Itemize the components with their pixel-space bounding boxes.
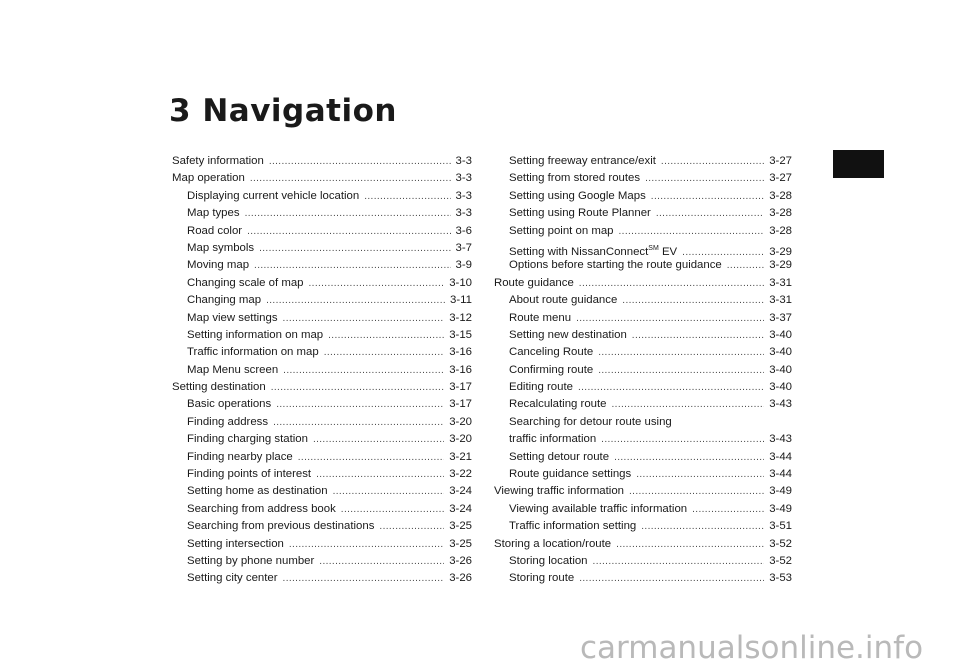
watermark: carmanualsonline.info [580, 630, 924, 666]
toc-page-number: 3-6 [455, 224, 472, 237]
toc-entry-label: Viewing available traffic information [509, 502, 688, 515]
toc-dot-leader [316, 466, 444, 483]
toc-entry-label: traffic information [509, 433, 597, 446]
toc-page-number: 3-53 [769, 572, 792, 585]
toc-entry-label: Moving map [187, 259, 250, 272]
toc-dot-leader [576, 310, 764, 327]
toc-entry[interactable] [172, 570, 472, 587]
toc-page-number: 3-3 [455, 155, 472, 167]
toc-dot-leader [651, 188, 764, 205]
toc-dot-leader [245, 205, 451, 222]
toc-page-number: 3-52 [769, 554, 792, 567]
toc-entry[interactable] [494, 223, 792, 240]
toc-page-number: 3-20 [449, 415, 472, 428]
toc-dot-leader [333, 483, 445, 500]
toc-entry[interactable] [172, 362, 472, 379]
toc-entry[interactable] [172, 170, 472, 187]
toc-entry[interactable] [494, 466, 792, 483]
toc-page-number: 3-44 [769, 450, 792, 463]
toc-entry[interactable] [494, 431, 792, 448]
toc-entry-label: Canceling Route [509, 346, 594, 359]
toc-page-number: 3-26 [449, 572, 472, 585]
toc-entry[interactable] [172, 257, 472, 274]
toc-dot-leader [283, 310, 445, 327]
toc-entry[interactable] [494, 553, 792, 570]
toc-entry[interactable] [172, 240, 472, 257]
toc-entry-label: Searching from address book [187, 502, 336, 515]
toc-page-number: 3-49 [769, 502, 792, 515]
toc-entry-label: Map view settings [187, 311, 278, 324]
toc-page-number: 3-44 [769, 468, 792, 481]
toc-dot-leader [612, 396, 765, 413]
toc-entry[interactable] [494, 327, 792, 344]
toc-entry-label: Storing a location/route [494, 537, 612, 550]
toc-dot-leader [298, 449, 444, 466]
toc-dot-leader [579, 570, 764, 587]
toc-entry[interactable] [494, 205, 792, 222]
toc-page-number: 3-31 [769, 276, 792, 289]
toc-entry[interactable] [172, 501, 472, 518]
toc-entry[interactable] [494, 414, 792, 431]
toc-entry-label: Changing map [187, 294, 262, 307]
toc-entry-label: Map operation [172, 172, 245, 185]
toc-entry-label: Changing scale of map [187, 276, 304, 289]
toc-page-number: 3-25 [449, 537, 472, 550]
toc-entry[interactable] [494, 379, 792, 396]
toc-column-right [494, 153, 792, 588]
toc-entry[interactable] [494, 362, 792, 379]
toc-entry[interactable] [172, 466, 472, 483]
toc-dot-leader [692, 501, 764, 518]
toc-dot-leader [645, 170, 764, 187]
toc-entry[interactable] [172, 205, 472, 222]
toc-entry[interactable] [494, 518, 792, 535]
toc-entry[interactable] [172, 536, 472, 553]
toc-page-number: 3-25 [449, 520, 472, 533]
toc-dot-leader [341, 501, 444, 518]
toc-entry-label: Editing route [509, 381, 573, 394]
toc-dot-leader [309, 275, 445, 292]
toc-entry-label: Finding address [187, 415, 269, 428]
toc-entry-label: Storing location [509, 554, 588, 567]
toc-dot-leader [379, 518, 444, 535]
toc-page-number: 3-28 [769, 189, 792, 202]
toc-page-number: 3-37 [769, 311, 792, 324]
toc-page-number: 3-26 [449, 554, 472, 567]
chapter-title: 3 Navigation [169, 93, 397, 129]
toc-entry-label: Traffic information on map [187, 346, 319, 359]
toc-entry[interactable] [494, 153, 792, 170]
toc-page-number: 3-21 [449, 450, 472, 463]
toc-entry[interactable] [172, 431, 472, 448]
toc-entry[interactable] [494, 483, 792, 500]
toc-page-number: 3-16 [449, 363, 472, 376]
toc-entry[interactable] [172, 344, 472, 361]
toc-page-number: 3-31 [769, 294, 792, 307]
toc-dot-leader [319, 553, 444, 570]
toc-entry-label: Viewing traffic information [494, 485, 625, 498]
toc-entry[interactable] [172, 518, 472, 535]
chapter-tab-marker [833, 150, 884, 178]
toc-entry-label: Map types [187, 207, 240, 220]
toc-entry[interactable] [172, 379, 472, 396]
toc-dot-leader [283, 570, 445, 587]
toc-dot-leader [271, 379, 444, 396]
toc-entry-label: Setting by phone number [187, 554, 315, 567]
toc-dot-leader [629, 483, 764, 500]
toc-entry-label: Recalculating route [509, 398, 607, 411]
toc-page-number: 3-40 [769, 363, 792, 376]
toc-entry[interactable] [172, 223, 472, 240]
toc-page-number: 3-29 [769, 245, 792, 258]
toc-dot-leader [250, 170, 451, 187]
toc-entry[interactable] [494, 396, 792, 413]
toc-entry[interactable] [172, 483, 472, 500]
toc-entry-label: Searching from previous destinations [187, 520, 375, 533]
toc-entry[interactable] [494, 449, 792, 466]
toc-dot-leader [324, 344, 445, 361]
toc-page-number: 3-49 [769, 485, 792, 498]
toc-page-number: 3-52 [769, 537, 792, 550]
toc-page-number: 3-20 [449, 433, 472, 446]
toc-column-left [172, 153, 472, 588]
toc-page-number: 3-27 [769, 155, 792, 167]
toc-entry-label: Road color [187, 224, 243, 237]
toc-dot-leader [641, 518, 764, 535]
toc-entry[interactable] [172, 188, 472, 205]
toc-dot-leader [266, 292, 445, 309]
toc-dot-leader [254, 257, 450, 274]
toc-dot-leader [276, 396, 444, 413]
toc-page-number: 3-40 [769, 328, 792, 341]
toc-entry-label: About route guidance [509, 294, 618, 307]
toc-entry[interactable] [172, 292, 472, 309]
toc-page-number: 3-16 [449, 346, 472, 359]
toc-entry[interactable] [494, 310, 792, 327]
toc-entry-label: Confirming route [509, 363, 594, 376]
toc-dot-leader [593, 553, 765, 570]
toc-dot-leader [636, 466, 764, 483]
toc-dot-leader [269, 153, 451, 170]
toc-entry[interactable] [494, 501, 792, 518]
toc-dot-leader [661, 153, 764, 170]
toc-page-number: 3-51 [769, 520, 792, 533]
toc-entry[interactable] [494, 344, 792, 361]
toc-dot-leader [328, 327, 444, 344]
toc-page-number: 3-3 [455, 207, 472, 220]
toc-entry[interactable] [494, 188, 792, 205]
toc-entry[interactable] [172, 553, 472, 570]
toc-dot-leader [632, 327, 764, 344]
toc-dot-leader [614, 449, 764, 466]
toc-dot-leader [622, 292, 764, 309]
toc-entry[interactable] [494, 170, 792, 187]
toc-entry[interactable] [494, 257, 792, 274]
toc-entry-label: Finding points of interest [187, 468, 312, 481]
toc-entry-label: Setting home as destination [187, 485, 328, 498]
toc-entry-label: Searching for detour route using [509, 415, 672, 428]
toc-page-number: 3-17 [449, 381, 472, 394]
toc-entry-label: Finding charging station [187, 433, 308, 446]
toc-entry-label: Safety information [172, 155, 264, 167]
toc-entry-label: Route menu [509, 311, 572, 324]
toc-dot-leader [601, 431, 764, 448]
toc-page-number: 3-15 [449, 328, 472, 341]
toc-page-number: 3-3 [455, 172, 472, 185]
toc-dot-leader [259, 240, 450, 257]
toc-dot-leader [619, 223, 765, 240]
toc-page-number: 3-43 [769, 433, 792, 446]
toc-entry[interactable] [172, 449, 472, 466]
toc-entry-label: Options before starting the route guidance [509, 259, 722, 272]
toc-page-number: 3-22 [449, 468, 472, 481]
toc-entry-label: Setting with NissanConnect℠ EV [509, 244, 678, 258]
toc-entry-label: Route guidance settings [509, 468, 632, 481]
toc-entry[interactable] [172, 275, 472, 292]
toc-dot-leader [283, 362, 444, 379]
toc-entry[interactable] [494, 536, 792, 553]
toc-page-number: 3-40 [769, 381, 792, 394]
toc-page-number: 3-24 [449, 485, 472, 498]
toc-entry-label: Map Menu screen [187, 363, 279, 376]
toc-dot-leader [579, 275, 764, 292]
toc-entry-label: Traffic information setting [509, 520, 637, 533]
toc-entry-label: Setting new destination [509, 328, 627, 341]
toc-dot-leader [578, 379, 764, 396]
toc-entry-label: Setting point on map [509, 224, 614, 237]
toc-page-number: 3-28 [769, 224, 792, 237]
toc-page-number: 3-9 [455, 259, 472, 272]
toc-dot-leader [364, 188, 450, 205]
toc-dot-leader [313, 431, 444, 448]
toc-entry-label: Setting using Google Maps [509, 189, 646, 202]
toc-entry-label: Setting destination [172, 381, 266, 394]
toc-entry[interactable] [172, 396, 472, 413]
toc-page-number: 3-27 [769, 172, 792, 185]
toc-page-number: 3-29 [769, 259, 792, 272]
toc-entry[interactable] [172, 310, 472, 327]
toc-entry[interactable] [172, 153, 472, 170]
toc-dot-leader [598, 344, 764, 361]
toc-dot-leader [656, 205, 764, 222]
toc-page-number: 3-17 [449, 398, 472, 411]
toc-page-number: 3-40 [769, 346, 792, 359]
toc-entry-label: Setting detour route [509, 450, 610, 463]
toc-dot-leader [247, 223, 450, 240]
toc-page-number: 3-28 [769, 207, 792, 220]
toc-dot-leader [598, 362, 764, 379]
toc-page-number: 3-3 [455, 189, 472, 202]
toc-entry[interactable] [494, 275, 792, 292]
toc-entry-label: Setting freeway entrance/exit [509, 155, 656, 167]
toc-page-number: 3-10 [449, 276, 472, 289]
toc-entry-label: Setting city center [187, 572, 278, 585]
toc-entry-label: Displaying current vehicle location [187, 189, 360, 202]
toc-entry-label: Basic operations [187, 398, 272, 411]
toc-page-number: 3-24 [449, 502, 472, 515]
toc-page-number: 3-43 [769, 398, 792, 411]
toc-entry-label: Setting using Route Planner [509, 207, 651, 220]
toc-entry[interactable] [494, 292, 792, 309]
toc-entry[interactable] [494, 240, 792, 257]
toc-dot-leader [727, 257, 764, 274]
toc-entry[interactable] [494, 570, 792, 587]
toc-entry-label: Setting intersection [187, 537, 284, 550]
toc-entry-label: Storing route [509, 572, 575, 585]
toc-entry-label: Route guidance [494, 276, 574, 289]
toc-entry-label: Map symbols [187, 241, 255, 254]
toc-dot-leader [289, 536, 444, 553]
toc-entry[interactable] [172, 327, 472, 344]
toc-page-number: 3-12 [449, 311, 472, 324]
toc-dot-leader [616, 536, 764, 553]
toc-entry-label: Setting from stored routes [509, 172, 641, 185]
toc-entry-label: Finding nearby place [187, 450, 293, 463]
toc-entry-label: Setting information on map [187, 328, 324, 341]
toc-dot-leader [273, 414, 444, 431]
toc-page-number: 3-7 [455, 241, 472, 254]
toc-entry[interactable] [172, 414, 472, 431]
toc-page-number: 3-11 [450, 294, 472, 307]
